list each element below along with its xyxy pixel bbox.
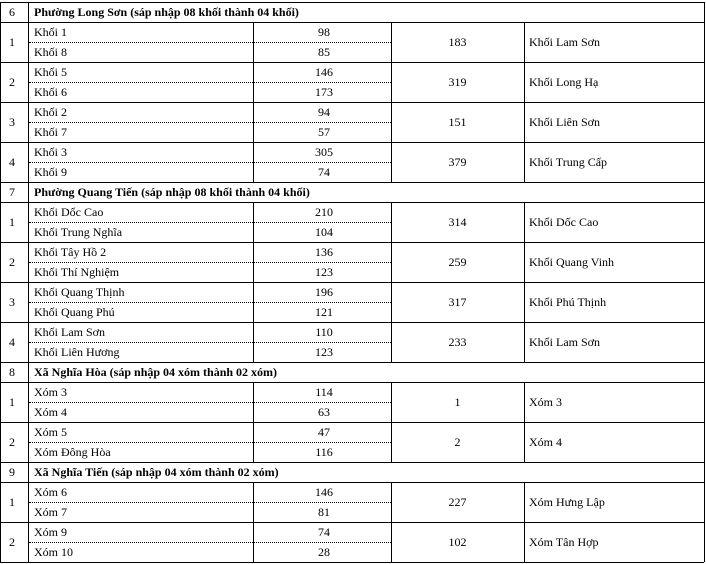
unit-households: 81: [318, 505, 330, 519]
group-number: 2: [9, 255, 15, 269]
unit-name: Khối 2: [34, 105, 67, 119]
unit-name: Xóm 6: [34, 485, 67, 499]
unit-households: 210: [315, 205, 333, 219]
unit-households: 74: [318, 525, 330, 539]
group-number: 1: [9, 215, 15, 229]
group-total: 317: [448, 295, 467, 309]
unit-name: Khối Quang Thịnh: [34, 285, 125, 299]
unit-name: Xóm 3: [34, 385, 67, 399]
households-column-border: [253, 382, 254, 462]
section-number: 6: [9, 5, 15, 19]
new-name-column-border: [524, 202, 525, 362]
new-unit-name: Khối Dốc Cao: [529, 215, 599, 229]
new-unit-name: Xóm 4: [529, 435, 562, 449]
group-total: 1: [454, 395, 461, 409]
group-total: 314: [448, 215, 467, 229]
unit-name: Khối 1: [34, 25, 67, 39]
unit-households: 123: [315, 265, 333, 279]
unit-name: Khối Quang Phú: [34, 305, 115, 319]
new-name-column-border: [524, 382, 525, 462]
new-name-column-border: [524, 482, 525, 562]
group-number: 3: [9, 295, 15, 309]
households-column-border: [253, 482, 254, 562]
unit-households: 123: [315, 345, 333, 359]
unit-name: Khối 6: [34, 85, 67, 99]
unit-name: Xóm 7: [34, 505, 67, 519]
group-number: 2: [9, 435, 15, 449]
unit-name: Xóm 4: [34, 405, 67, 419]
unit-name: Xóm 10: [34, 545, 73, 559]
table-bottom-border: [0, 562, 704, 563]
households-column-border: [253, 22, 254, 182]
section-title: Phường Quang Tiến (sáp nhập 08 khối thành 04 khối): [34, 185, 310, 199]
unit-name: Xóm 5: [34, 425, 67, 439]
section-title: Xã Nghĩa Hòa (sáp nhập 04 xóm thành 02 xóm): [34, 365, 278, 379]
table-left-border: [0, 2, 1, 562]
group-number: 2: [9, 75, 15, 89]
unit-households: 173: [315, 85, 333, 99]
group-total: 319: [448, 75, 467, 89]
new-unit-name: Khối Lam Sơn: [529, 335, 601, 349]
group-total: 151: [448, 115, 467, 129]
unit-households: 94: [318, 105, 330, 119]
unit-name: Khối 7: [34, 125, 67, 139]
group-number: 1: [9, 35, 15, 49]
group-total: 183: [448, 35, 467, 49]
unit-name: Khối 5: [34, 65, 67, 79]
group-total: 2: [454, 435, 461, 449]
unit-name: Xóm 9: [34, 525, 67, 539]
total-column-border: [391, 482, 392, 562]
unit-households: 121: [315, 305, 333, 319]
unit-name: Khối 3: [34, 145, 67, 159]
new-unit-name: Khối Liên Sơn: [529, 115, 601, 129]
unit-households: 136: [315, 245, 333, 259]
group-number: 3: [9, 115, 15, 129]
new-unit-name: Khối Phú Thịnh: [529, 295, 607, 309]
unit-households: 85: [318, 45, 330, 59]
total-column-border: [391, 22, 392, 182]
unit-households: 110: [315, 325, 333, 339]
unit-name: Khối 8: [34, 45, 67, 59]
households-column-border: [253, 202, 254, 362]
unit-households: 114: [315, 385, 333, 399]
unit-households: 116: [315, 445, 333, 459]
new-unit-name: Khối Lam Sơn: [529, 35, 601, 49]
unit-households: 57: [318, 125, 330, 139]
unit-name: Khối Lam Sơn: [34, 325, 106, 339]
group-number: 2: [9, 535, 15, 549]
stt-column-border: [28, 2, 29, 562]
unit-name: Khối Trung Nghĩa: [34, 225, 123, 239]
unit-name: Khối Thí Nghiệm: [34, 265, 120, 279]
unit-name: Khối Liên Hương: [34, 345, 120, 359]
group-total: 259: [448, 255, 467, 269]
total-column-border: [391, 202, 392, 362]
group-total: 102: [448, 535, 467, 549]
unit-households: 146: [315, 65, 333, 79]
section-title: Phường Long Sơn (sáp nhập 08 khối thành 04 khối): [34, 5, 299, 19]
group-total: 227: [448, 495, 467, 509]
unit-name: Khối 9: [34, 165, 67, 179]
new-unit-name: Xóm 3: [529, 395, 562, 409]
unit-households: 74: [318, 165, 330, 179]
unit-households: 104: [315, 225, 333, 239]
unit-households: 146: [315, 485, 333, 499]
group-number: 1: [9, 395, 15, 409]
unit-households: 98: [318, 25, 330, 39]
unit-name: Khối Dốc Cao: [34, 205, 104, 219]
new-unit-name: Xóm Hưng Lập: [529, 495, 605, 509]
unit-households: 305: [315, 145, 333, 159]
group-number: 4: [9, 155, 15, 169]
section-number: 8: [9, 365, 15, 379]
unit-name: Khối Tây Hồ 2: [34, 245, 107, 259]
unit-name: Xóm Đông Hòa: [34, 445, 111, 459]
new-name-column-border: [524, 22, 525, 182]
new-unit-name: Khối Trung Cấp: [529, 155, 608, 169]
unit-households: 47: [318, 425, 330, 439]
section-title: Xã Nghĩa Tiến (sáp nhập 04 xóm thành 02 xóm): [34, 465, 279, 479]
new-unit-name: Xóm Tân Hợp: [529, 535, 599, 549]
group-total: 379: [448, 155, 467, 169]
table-right-border: [704, 2, 705, 562]
section-number: 9: [9, 465, 15, 479]
new-unit-name: Khối Quang Vinh: [529, 255, 615, 269]
new-unit-name: Khối Long Hạ: [529, 75, 599, 89]
group-number: 4: [9, 335, 15, 349]
group-total: 233: [448, 335, 467, 349]
unit-households: 28: [318, 545, 330, 559]
unit-households: 196: [315, 285, 333, 299]
section-number: 7: [9, 185, 15, 199]
group-number: 1: [9, 495, 15, 509]
unit-households: 63: [318, 405, 330, 419]
total-column-border: [391, 382, 392, 462]
